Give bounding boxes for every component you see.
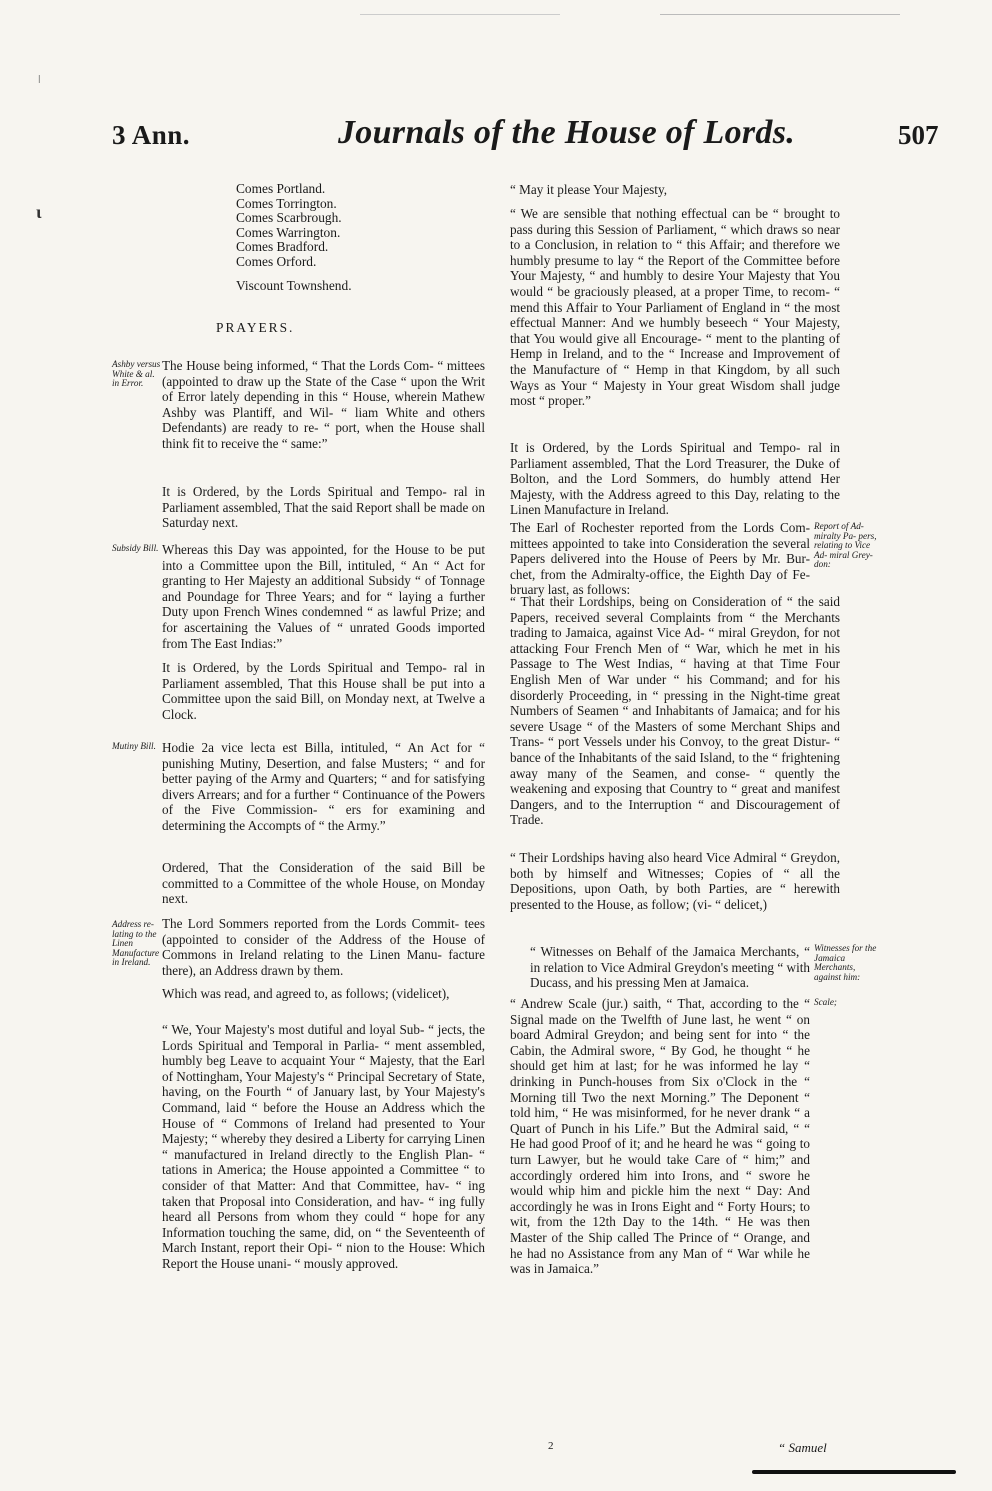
margin-ink-mark: ɩ [36,202,42,222]
paragraph: It is Ordered, by the Lords Spiritual and Tempo- ral in Parliament assembled, That this House shall be put into a Committee upon the said Bill, on Monday next, at Twelve a Clock. [162,660,485,722]
entry-order-attend [510,440,840,518]
attendee: Comes Scarbrough. [236,210,342,226]
paragraph: It is Ordered, by the Lords Spiritual and Tempo- ral in Parliament assembled, That the Lord Treasurer, the Duke of Bolton, and the Lord Sommers, do humbly attend Her Majesty, with the Address agreed to this Day, relating to the Linen Manufacture in Ireland. [510,440,840,518]
entry-rochester [510,520,810,598]
entry-order-report [162,484,485,531]
top-rule [660,14,900,15]
paragraph: Ordered, That the Consideration of the said Bill be committed to a Committee of the whole House, on Monday next. [162,860,485,907]
paragraph: Whereas this Day was appointed, for the House to be put into a Committee upon the Bill, intituled, “ An “ Act for granting to Her Majesty an additional Subsidy “ of Tonnage and Poundage for Three Years; and for “ laying a further Duty upon French Wines condemned “ as lawful Prize; and for ascertaining the Values of “ unrated Goods imported from The East Indias:” [162,542,485,651]
margin-note-subsidy: Subsidy Bill. [112,543,159,553]
paragraph: The House being informed, “ That the Lords Com- “ mittees (appointed to draw up the State of the Case “ upon the Writ of Error lately depending in this “ House, wherein Mathew Ashby was Plantiff, and Wil- “ liam White and others Defendants) are ready to re- “ port, when the House shall think fit to receive the “ same:” [162,358,485,451]
top-rule-faint [360,14,560,15]
margin-note-witnesses: Witnesses for the Jamaica Merchants, against him: [814,943,877,982]
entry-witnesses [530,944,810,991]
entry-ashby [162,358,485,452]
paragraph: The Lord Sommers reported from the Lords Commit- tees (appointed to consider of the Address of the House of Commons in Ireland relating to the Linen Manu- facture there), an Address drawn by them. [162,916,485,978]
paragraph: “ Andrew Scale (jur.) saith, “ That, according to the “ Signal made on the Twelfth of June last, he went “ on board Admiral Greydon; and being sent for into “ the Cabin, the Admiral swore, “ By God, he thought “ he should get him at last; for he was informed he lay “ drinking in Punch-houses from Six o'Clock in the “ Morning till Two the next Morning.” The Deponent “ told him, “ He was misinformed, for he never drank “ a Quart of Punch in his Life.” But the Admiral said, “ “ He had good Proof of it; and he heard he was “ going to turn Lawyer, but he would take Care of “ him;” and accordingly ordered him into Irons, and “ swore he would whip him and pickle him the next “ Day: And accordingly he was in Irons Eight and “ Forty Hours; to wit, from the 12th Day to the 14th. “ He was then Master of the Ship called The Prince of “ Orange, and he had no Assistance from any Man of “ War while he was in Jamaica.” [510,996,810,1277]
attendee-viscount: Viscount Townshend. [236,278,352,293]
prayers-heading: PRAYERS. [216,320,295,335]
entry-order-bill [162,860,485,907]
attendance-list [236,182,342,270]
entry-sommers [162,916,485,978]
margin-note-scale: Scale; [814,997,837,1007]
entry-order-committee [162,660,485,722]
paragraph: “ We are sensible that nothing effectual can be “ brought to pass during this Session of Parliament, “ which draws so near to a Conclusion, in relation to “ this Affair; and therefore we humbly presume to lay “ the Report of the Committee before Your Majesty, “ and humbly to desire Your Majesty that You would “ be graciously pleased, at a proper Time, to recom- “ mend this Affair to Your Parliament of England in “ the most effectual Manner: And we humbly beseech “ Your Majesty, that You would give all Encourage- “ ment to the planting of Hemp in Ireland, and to the “ Increase and Improvement of the Manufacture of “ Hemp in that Kingdom, by all such Ways as Your “ Majesty in Your great Wisdom shall judge most “ proper.” [510,206,840,409]
margin-note-report: Report of Ad- miralty Pa- pers, relating to Vice Ad- miral Grey- don: [814,521,877,570]
attendee: Comes Torrington. [236,195,337,211]
margin-mark: ǀ [38,72,41,86]
entry-may-it-please [510,182,840,198]
paragraph: “ We, Your Majesty's most dutiful and loyal Sub- “ jects, the Lords Spiritual and Temporal in Parlia- “ ment assembled, humbly beg Leave to acquaint Your “ Majesty, that the Earl of Nottingham, Your Majesty's “ Principal Secretary of State, having, on the Fourth “ of January last, by Your Majesty's Command, laid “ before the House an Address which the House of “ Commons of Ireland had presented to Your Majesty; “ whereby they desired a Liberty for carrying Linen “ manufactured in Ireland directly to the English Plan- “ tations in America; the House appointed a Committee “ to consider of that Matter: And that Committee, hav- “ ing taken that Proposal into Consideration, and hav- “ ing fully heard all Persons from whom they could “ hope for any Information touching the same, did, on “ the Seventeenth of March Instant, report their Opi- “ nion to the House: Which Report the House unani- “ mously approved. [162,1022,485,1271]
margin-note-mutiny: Mutiny Bill. [112,741,156,751]
session-label: 3 Ann. [112,120,191,150]
attendee: Comes Bradford. [236,239,329,255]
page-number: 507 [898,120,939,150]
paragraph: “ May it please Your Majesty, [510,182,668,197]
entry-their-lordships [510,850,840,912]
paragraph: It is Ordered, by the Lords Spiritual and Tempo- ral in Parliament assembled, That the said Report shall be made on Saturday next. [162,484,485,531]
paragraph: “ Their Lordships having also heard Vice Admiral “ Greydon, both by himself and Witnesses; Copies of “ all the Depositions, upon Oath, by both Parties, are “ herewith presented to the House, as follow; (vi- “ delicet,) [510,850,840,912]
attendee: Comes Portland. [236,181,326,196]
margin-note-ashby: Ashby versus White & al. in Error. [112,359,161,389]
paragraph: “ Witnesses on Behalf of the Jamaica Merchants, “ in relation to Vice Admiral Greydon's meeting “ with Ducass, and his pressing Men at Jamaica. [530,944,810,991]
margin-note-address: Address re- lating to the Linen Manufacture in Ireland. [112,919,160,968]
catchword: “ Samuel [778,1440,827,1455]
entry-subsidy [162,542,485,651]
paragraph: “ That their Lordships, being on Consideration of “ the said Papers, received several Complaints from “ the Merchants trading to Jamaica, against Vice Ad- “ miral Greydon, for not attacking Four French Men of “ War, which he met in his Passage to The West Indias, “ having at that Time Four English Men of War under “ his Command; and for his disorderly Proceeding, in “ pressing in the Night-time great Numbers of Seamen “ and Inhabitants of Jamaica; and for his severe Usage “ of the Masters of some Merchant Ships and Trans- “ port Vessels under his Convoy, to the great Distur- “ bance of the Inhabitants of the said Island, to the “ frightening away many of the Seamen, and conse- “ quently the weakening and exposing that Country to “ great and manifest Dangers, and to the Interruption “ and Discouragement of Trade. [510,594,840,828]
paragraph: Hodie 2a vice lecta est Billa, intituled, “ An Act for “ punishing Mutiny, Desertion, and false Musters; “ and for better paying of the Army and Quarters; “ and for satisfying divers Arrears; and for a further “ Continuance of the Powers of the Five Commission- “ ers for examining and determining the Accompts of “ the Army.” [162,740,485,833]
entry-scale-deposition [510,996,810,1277]
journal-title: Journals of the House of Lords. [338,114,796,151]
attendee: Comes Orford. [236,253,317,269]
entry-sensible [510,206,840,409]
attendee: Comes Warrington. [236,224,341,240]
entry-address [162,1022,485,1272]
paragraph: The Earl of Rochester reported from the Lords Com- mittees appointed to take into Consideration the several Papers delivered into the House of Peers by Mr. Bur- chet, from the Admiralty-office, the Eighth Day of Fe- bruary last, as follows: [510,520,810,598]
bottom-rule [752,1470,956,1474]
entry-complaints [510,594,840,828]
entry-mutiny [162,740,485,834]
paragraph: Which was read, and agreed to, as follows; (videlicet), [162,986,450,1001]
entry-read [162,986,485,1002]
signature-mark: 2 [548,1440,554,1452]
